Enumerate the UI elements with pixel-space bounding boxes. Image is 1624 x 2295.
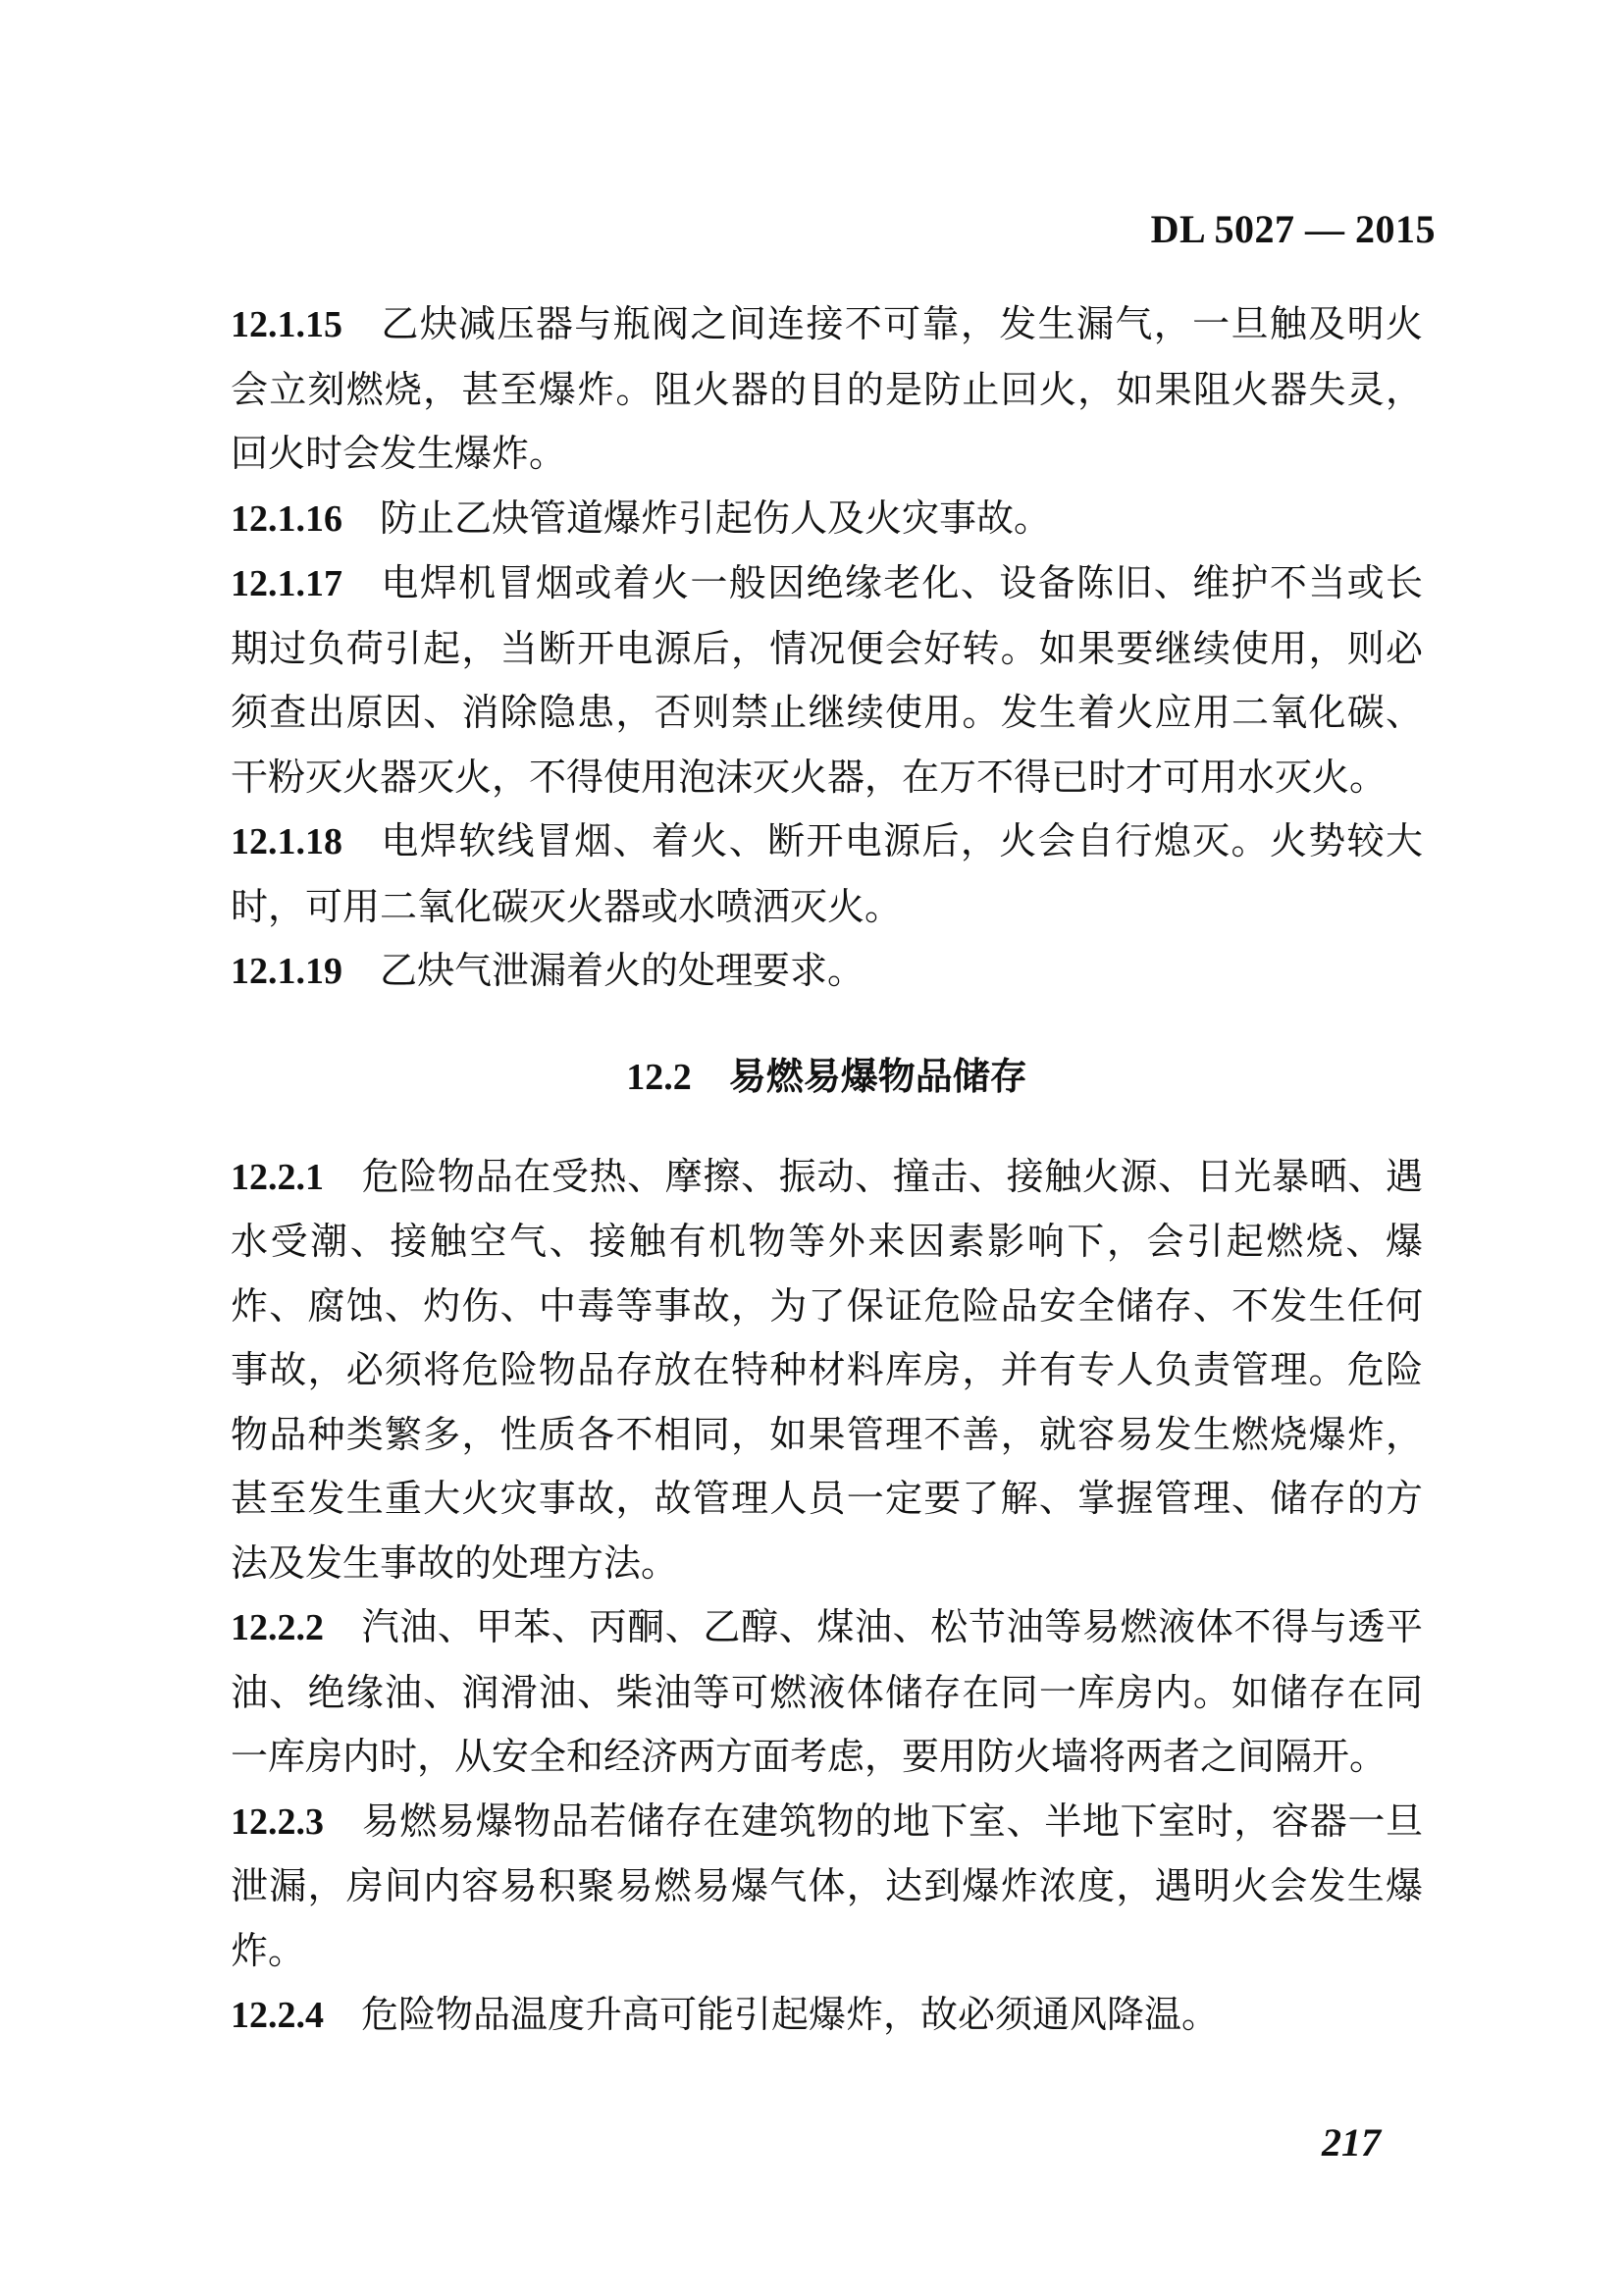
clause-number: 12.2.1 [231,1156,324,1198]
section-title-text: 易燃易爆物品储存 [728,1053,1027,1098]
clause-number: 12.1.19 [231,951,342,992]
page-content [231,292,1423,2049]
clause-number: 12.1.16 [231,497,342,540]
clause-text: 汽油、甲苯、丙酮、乙醇、煤油、松节油等易燃液体不得与透平油、绝缘油、润滑油、柴油等可燃液体储存在同一库房内。如储存在同一库房内时，从安全和经济两方面考虑，要用防火墙将两者之间隔开。 [231,1605,1423,1778]
clause-number: 12.1.18 [231,821,342,862]
clause-number: 12.2.2 [231,1607,324,1648]
clause-number: 12.1.15 [231,304,342,345]
section-number: 12.2 [626,1056,692,1098]
clause-12-2-2 [231,1595,1423,1790]
clause-text: 乙炔减压器与瓶阀之间连接不可靠，发生漏气，一旦触及明火会立刻燃烧，甚至爆炸。阻火器的目的是防止回火，如果阻火器失灵，回火时会发生爆炸。 [231,302,1423,475]
clause-12-2-1 [231,1145,1423,1596]
clause-number: 12.2.4 [231,1995,324,2036]
clause-text: 易燃易爆物品若储存在建筑物的地下室、半地下室时，容器一旦泄漏，房间内容易积聚易燃易爆气体，达到爆炸浓度，遇明火会发生爆炸。 [231,1799,1423,1972]
clause-text: 防止乙炔管道爆炸引起伤人及火灾事故。 [380,496,1052,540]
clause-12-1-15 [231,292,1423,487]
clause-text: 危险物品温度升高可能引起爆炸，故必须通风降温。 [361,1993,1220,2036]
clause-number: 12.2.3 [231,1800,324,1843]
clause-12-2-3 [231,1790,1423,1984]
clause-12-1-18 [231,809,1423,939]
clause-12-1-19 [231,939,1423,1005]
page-number: 217 [1322,2120,1381,2165]
clause-text: 电焊软线冒烟、着火、断开电源后，火会自行熄灭。火势较大时，可用二氧化碳灭火器或水喷洒灭火。 [231,819,1423,928]
clause-text: 电焊机冒烟或着火一般因绝缘老化、设备陈旧、维护不当或长期过负荷引起，当断开电源后，情况便会好转。如果要继续使用，则必须查出原因、消除隐患，否则禁止继续使用。发生着火应用二氧化碳、干粉灭火器灭火，不得使用泡沫灭火器，在万不得已时才可用水灭火。 [231,561,1423,799]
clause-12-1-17 [231,551,1423,809]
clause-number: 12.1.17 [231,563,342,604]
document-code-header: DL 5027 — 2015 [1150,207,1436,251]
section-heading [231,1044,1423,1110]
clause-12-2-4 [231,1983,1423,2049]
clause-text: 乙炔气泄漏着火的处理要求。 [380,949,865,992]
clause-12-1-16 [231,487,1423,552]
clause-text: 危险物品在受热、摩擦、振动、撞击、接触火源、日光暴晒、遇水受潮、接触空气、接触有机物等外来因素影响下，会引起燃烧、爆炸、腐蚀、灼伤、中毒等事故，为了保证危险品安全储存、不发生任何事故，必须将危险物品存放在特种材料库房，并有专人负责管理。危险物品种类繁多，性质各不相同，如果管理不善，就容易发生燃烧爆炸，甚至发生重大火灾事故，故管理人员一定要了解、掌握管理、储存的方法及发生事故的处理方法。 [231,1154,1423,1585]
